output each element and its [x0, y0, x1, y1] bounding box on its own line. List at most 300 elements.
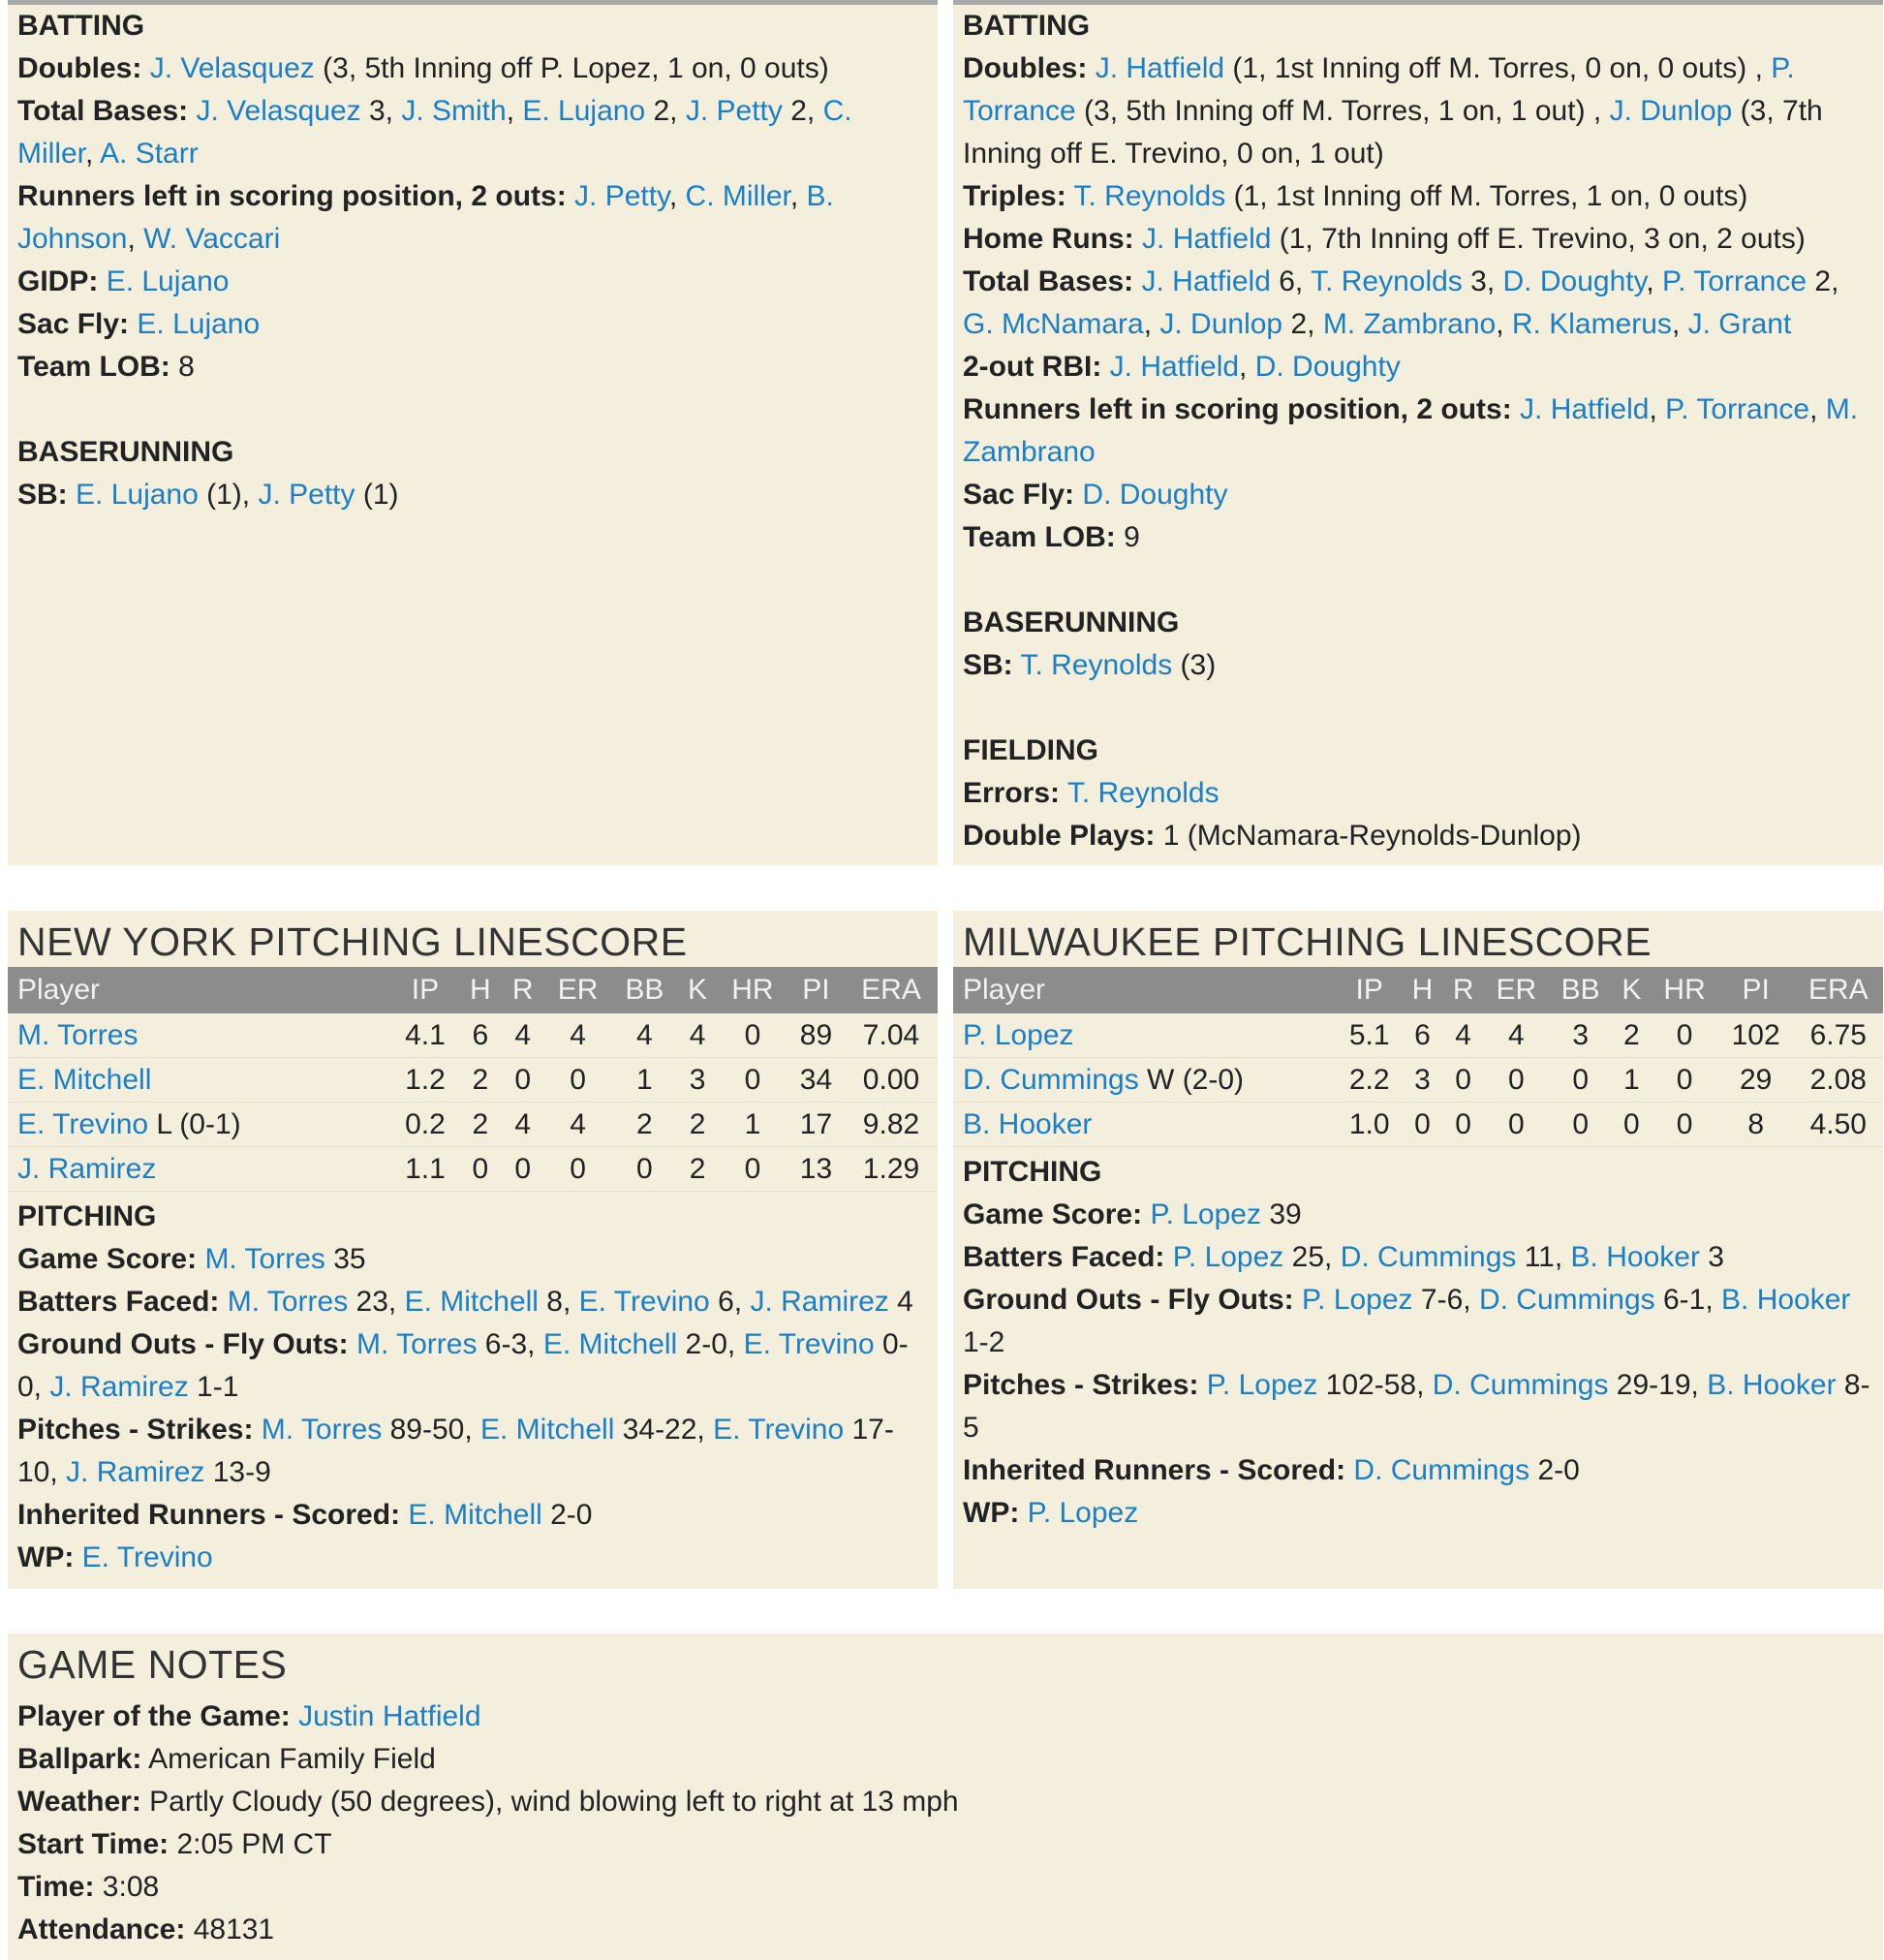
player-link[interactable]: P. Torrance — [1662, 265, 1807, 297]
attendance-line — [17, 1909, 1873, 1951]
ny-inherited-label: Inherited Runners - Scored: — [17, 1499, 401, 1531]
table-header-row — [953, 967, 1883, 1013]
player-link[interactable]: B. Hooker — [1570, 1241, 1700, 1273]
player-link[interactable]: P. Lopez — [1302, 1284, 1413, 1316]
player-link[interactable]: E. Mitchell — [542, 1328, 678, 1360]
stat-text: 6, — [709, 1286, 751, 1318]
mil-errors-line — [963, 772, 1873, 815]
mil-errors-label: Errors: — [963, 777, 1061, 809]
stat-cell-bb: 0 — [1549, 1103, 1612, 1147]
column-header: R — [502, 967, 544, 1013]
stat-text: 89-50, — [382, 1414, 480, 1446]
stat-text: , — [1143, 308, 1160, 340]
player-cell — [8, 1058, 391, 1103]
player-link[interactable]: J. Hatfield — [1109, 351, 1240, 383]
stat-cell-k: 4 — [677, 1013, 718, 1058]
stat-text: 8-5 — [963, 1369, 1870, 1444]
player-link[interactable]: J. Velasquez — [196, 95, 361, 127]
player-link[interactable]: E. Mitchell — [404, 1286, 539, 1318]
player-link[interactable]: C. Miller — [17, 95, 852, 170]
stat-text: 2-0 — [541, 1499, 593, 1531]
player-link[interactable]: E. Lujano — [106, 265, 230, 297]
player-link[interactable]: E. Mitchell — [479, 1414, 615, 1446]
player-of-game-link[interactable]: Justin Hatfield — [298, 1700, 481, 1732]
stat-cell-pi: 17 — [788, 1103, 845, 1147]
player-link[interactable]: J. Ramirez — [750, 1286, 889, 1318]
player-link[interactable]: E. Lujano — [137, 308, 261, 340]
mil-lob-value: 9 — [1115, 521, 1140, 553]
column-header: ERA — [845, 967, 938, 1013]
stat-text: 23, — [348, 1286, 405, 1318]
stat-text: (1) — [355, 479, 399, 511]
player-link[interactable]: E. Trevino — [743, 1328, 875, 1360]
stat-cell-h: 3 — [1402, 1058, 1442, 1103]
stat-cell-h: 2 — [459, 1058, 502, 1103]
player-cell — [8, 1147, 391, 1192]
mil-2out-rbi-label: 2-out RBI: — [963, 351, 1102, 383]
stat-cell-k: 0 — [1612, 1103, 1651, 1147]
stat-text: 11, — [1516, 1241, 1571, 1273]
player-link[interactable]: P. Lopez — [1206, 1369, 1318, 1401]
stat-text: , — [85, 138, 101, 170]
stat-text: 3 — [1699, 1241, 1724, 1273]
player-link[interactable]: E. Mitchell — [17, 1063, 152, 1096]
player-link[interactable]: W. Vaccari — [143, 223, 281, 255]
stat-cell-ip: 5.1 — [1337, 1013, 1402, 1058]
stat-text: 2-0, — [677, 1328, 744, 1360]
player-link[interactable]: D. Cummings — [1353, 1454, 1530, 1486]
column-header: PI — [1718, 967, 1794, 1013]
ny-wp-line — [17, 1537, 928, 1579]
stat-cell-pi: 102 — [1718, 1013, 1794, 1058]
stat-text: 4 — [888, 1286, 913, 1318]
ny-sb-label: SB: — [17, 479, 68, 511]
mil-2out-rbi-line — [963, 346, 1873, 389]
player-link[interactable]: P. Torrance — [1665, 393, 1810, 425]
stat-cell-pi: 89 — [788, 1013, 845, 1058]
mil-sacfly-line — [963, 474, 1873, 516]
stat-text: (3) — [1172, 649, 1217, 681]
player-link[interactable]: J. Hatfield — [1141, 265, 1271, 297]
stat-text: , — [127, 223, 144, 255]
stat-cell-bb: 4 — [611, 1013, 677, 1058]
player-link[interactable]: D. Doughty — [1502, 265, 1647, 297]
stat-text: 2, — [1282, 308, 1323, 340]
stat-text: (1), — [198, 479, 259, 511]
stat-cell-er: 0 — [1484, 1103, 1549, 1147]
player-cell — [953, 1058, 1337, 1103]
stat-cell-er: 4 — [544, 1103, 612, 1147]
player-link[interactable]: E. Trevino — [17, 1107, 149, 1140]
stat-text: 7-6, — [1412, 1284, 1479, 1316]
stat-cell-h: 0 — [459, 1147, 502, 1192]
stat-cell-pi: 8 — [1718, 1103, 1794, 1147]
stat-text: 39 — [1261, 1198, 1302, 1230]
player-link[interactable]: M. Torres — [227, 1286, 349, 1318]
stat-cell-ip: 1.2 — [391, 1058, 459, 1103]
stat-cell-era: 9.82 — [845, 1103, 938, 1147]
ny-lob-label: Team LOB: — [17, 351, 170, 383]
stat-text: 1-2 — [963, 1326, 1005, 1358]
mil-batters-faced-line — [963, 1236, 1873, 1279]
ballpark-value: American Family Field — [141, 1743, 436, 1775]
player-link[interactable]: M. Torres — [204, 1243, 325, 1275]
ny-sb-line — [17, 474, 928, 516]
stat-text: (1, 1st Inning off M. Torres, 1 on, 0 outs) — [1225, 180, 1748, 212]
player-link[interactable]: J. Ramirez — [66, 1456, 205, 1488]
stat-cell-h: 6 — [1402, 1013, 1442, 1058]
stat-cell-ip: 2.2 — [1337, 1058, 1402, 1103]
player-link[interactable]: M. Torres — [356, 1328, 478, 1360]
stat-text: 3, — [1462, 265, 1503, 297]
stat-cell-h: 2 — [459, 1103, 502, 1147]
ny-risp-line — [17, 175, 928, 261]
stat-cell-r: 4 — [502, 1103, 544, 1147]
stat-cell-era: 1.29 — [845, 1147, 938, 1192]
table-row — [953, 1013, 1883, 1058]
player-link[interactable]: J. Grant — [1687, 308, 1792, 340]
stat-cell-era: 7.04 — [845, 1013, 938, 1058]
mil-total-bases-line — [963, 261, 1873, 346]
player-link[interactable]: P. Lopez — [1172, 1241, 1284, 1273]
potg-line — [17, 1696, 1873, 1738]
stat-cell-hr: 0 — [718, 1147, 788, 1192]
mil-risp-line — [963, 389, 1873, 474]
stat-cell-era: 4.50 — [1794, 1103, 1883, 1147]
ny-gofo-line — [17, 1323, 928, 1409]
stat-text: 35 — [324, 1243, 366, 1275]
player-link[interactable]: E. Trevino — [81, 1541, 213, 1573]
mil-doubles-label: Doubles: — [963, 52, 1088, 84]
ny-batting-header: BATTING — [17, 10, 145, 42]
column-header: ER — [544, 967, 612, 1013]
stat-cell-h: 6 — [459, 1013, 502, 1058]
stat-text: , — [668, 180, 686, 212]
stat-cell-h: 0 — [1402, 1103, 1442, 1147]
column-header: BB — [611, 967, 677, 1013]
ny-game-score-label: Game Score: — [17, 1243, 198, 1275]
ballpark-line — [17, 1738, 1873, 1781]
player-link[interactable]: J. Hatfield — [1095, 52, 1225, 84]
mil-sacfly-label: Sac Fly: — [963, 479, 1075, 511]
player-link[interactable]: D. Cummings — [963, 1063, 1139, 1096]
player-link[interactable]: C. Miller — [685, 180, 790, 212]
player-link[interactable]: A. Starr — [100, 138, 199, 170]
mil-pitching-title: MILWAUKEE PITCHING LINESCORE — [963, 919, 1652, 964]
stat-cell-er: 0 — [544, 1147, 612, 1192]
column-header: IP — [1337, 967, 1402, 1013]
player-link[interactable]: D. Cummings — [1340, 1241, 1517, 1273]
ny-sacfly-line — [17, 303, 928, 346]
player-link[interactable]: T. Reynolds — [1311, 265, 1463, 297]
player-link[interactable]: J. Hatfield — [1142, 223, 1272, 255]
column-header: IP — [391, 967, 459, 1013]
stat-cell-hr: 0 — [1651, 1103, 1717, 1147]
stat-cell-hr: 0 — [1651, 1013, 1717, 1058]
player-link[interactable]: B. Johnson — [17, 180, 834, 255]
table-row — [8, 1013, 938, 1058]
start-time-value: 2:05 PM CT — [169, 1828, 332, 1860]
stat-cell-k: 3 — [677, 1058, 718, 1103]
mil-pitching-panel — [953, 911, 1883, 1589]
player-link[interactable]: B. Hooker — [1721, 1284, 1851, 1316]
mil-sb-line — [963, 644, 1873, 687]
mil-triples-line — [963, 175, 1873, 218]
column-header: PI — [788, 967, 845, 1013]
column-header: H — [459, 967, 502, 1013]
stat-text: (1, 7th Inning off E. Trevino, 3 on, 2 outs) — [1271, 223, 1806, 255]
column-header: Player — [8, 967, 391, 1013]
ny-pitching-header: PITCHING — [17, 1200, 157, 1232]
stat-cell-k: 1 — [1612, 1058, 1651, 1103]
ny-gidp-label: GIDP: — [17, 265, 99, 297]
ny-batting-panel — [8, 0, 938, 865]
stat-text: 1-1 — [188, 1371, 239, 1403]
mil-inherited-line — [963, 1449, 1873, 1492]
player-link[interactable]: M. Zambrano — [1322, 308, 1497, 340]
player-link[interactable]: P. Torrance — [963, 52, 1795, 127]
column-header: HR — [1651, 967, 1717, 1013]
stat-cell-r: 4 — [1443, 1013, 1484, 1058]
player-link[interactable]: T. Reynolds — [1073, 180, 1226, 212]
stat-cell-hr: 0 — [718, 1013, 788, 1058]
table-row — [8, 1147, 938, 1192]
player-link[interactable]: T. Reynolds — [1066, 777, 1220, 809]
ny-inherited-line — [17, 1494, 928, 1537]
ny-game-score-line — [17, 1238, 928, 1281]
mil-batting-header: BATTING — [963, 10, 1091, 42]
column-header: Player — [953, 967, 1337, 1013]
mil-dp-line — [963, 815, 1873, 857]
player-link[interactable]: P. Lopez — [963, 1018, 1074, 1051]
attendance-label: Attendance: — [17, 1913, 186, 1945]
ny-wp-label: WP: — [17, 1541, 75, 1573]
stat-text: , — [789, 180, 807, 212]
player-link[interactable]: D. Doughty — [1254, 351, 1401, 383]
ny-gofo-label: Ground Outs - Fly Outs: — [17, 1328, 349, 1360]
ny-lob-line — [17, 346, 928, 389]
stat-cell-er: 4 — [1484, 1013, 1549, 1058]
player-link[interactable]: R. Klamerus — [1511, 308, 1672, 340]
stat-text: 34-22, — [614, 1414, 714, 1446]
stat-cell-ip: 1.0 — [1337, 1103, 1402, 1147]
stat-text: 3, — [360, 95, 402, 127]
player-link[interactable]: B. Hooker — [1707, 1369, 1837, 1401]
game-time-line — [17, 1866, 1873, 1909]
stat-cell-era: 0.00 — [845, 1058, 938, 1103]
ny-doubles-line — [17, 47, 928, 90]
mil-dp-value: 1 (McNamara-Reynolds-Dunlop) — [1155, 820, 1582, 852]
ny-pitching-title: NEW YORK PITCHING LINESCORE — [17, 919, 688, 964]
mil-wp-line — [963, 1492, 1873, 1535]
mil-baserunning-header: BASERUNNING — [963, 607, 1180, 638]
game-time-value: 3:08 — [94, 1871, 160, 1903]
mil-game-score-label: Game Score: — [963, 1198, 1143, 1230]
player-link[interactable]: M. Torres — [17, 1018, 139, 1051]
ny-total-bases-line — [17, 90, 928, 175]
ny-sacfly-label: Sac Fly: — [17, 308, 130, 340]
attendance-value: 48131 — [185, 1913, 275, 1945]
stat-text: , — [1671, 308, 1688, 340]
column-header: ERA — [1794, 967, 1883, 1013]
stat-cell-r: 4 — [502, 1013, 544, 1058]
player-link[interactable]: E. Mitchell — [408, 1499, 542, 1531]
mil-hr-label: Home Runs: — [963, 223, 1134, 255]
player-link[interactable]: J. Petty — [685, 95, 783, 127]
mil-fielding-header: FIELDING — [963, 734, 1098, 766]
ny-pitches-strikes-label: Pitches - Strikes: — [17, 1414, 254, 1446]
player-link[interactable]: P. Lopez — [1150, 1198, 1261, 1230]
player-link[interactable]: B. Hooker — [963, 1107, 1093, 1140]
column-header: R — [1443, 967, 1484, 1013]
stat-text: (3, 5th Inning off P. Lopez, 1 on, 0 outs) — [314, 52, 829, 84]
player-cell — [8, 1013, 391, 1058]
column-header: K — [1612, 967, 1651, 1013]
player-link[interactable]: E. Lujano — [76, 479, 199, 511]
stat-text: , — [1496, 308, 1512, 340]
mil-gofo-label: Ground Outs - Fly Outs: — [963, 1284, 1294, 1316]
stat-cell-pi: 29 — [1718, 1058, 1794, 1103]
player-link[interactable]: J. Ramirez — [49, 1371, 189, 1403]
column-header: H — [1402, 967, 1442, 1013]
player-link[interactable]: M. Zambrano — [963, 393, 1859, 468]
stat-cell-hr: 1 — [718, 1103, 788, 1147]
player-link[interactable]: D. Cummings — [1478, 1284, 1655, 1316]
ny-baserunning-header: BASERUNNING — [17, 436, 234, 468]
stat-cell-r: 0 — [1443, 1103, 1484, 1147]
stat-cell-bb: 2 — [611, 1103, 677, 1147]
stat-cell-k: 2 — [677, 1147, 718, 1192]
player-link[interactable]: J. Dunlop — [1159, 308, 1283, 340]
decision-note: W (2-0) — [1138, 1063, 1245, 1096]
stat-cell-ip: 0.2 — [391, 1103, 459, 1147]
mil-pitches-strikes-label: Pitches - Strikes: — [963, 1369, 1199, 1401]
player-link[interactable]: J. Smith — [401, 95, 507, 127]
weather-value: Partly Cloudy (50 degrees), wind blowing left to right at 13 mph — [140, 1786, 959, 1818]
stat-cell-pi: 34 — [788, 1058, 845, 1103]
player-link[interactable]: D. Doughty — [1082, 479, 1228, 511]
stat-cell-bb: 0 — [611, 1147, 677, 1192]
player-link[interactable]: E. Trevino — [713, 1414, 845, 1446]
stat-cell-hr: 0 — [718, 1058, 788, 1103]
player-link[interactable]: J. Petty — [258, 479, 355, 511]
ny-doubles-label: Doubles: — [17, 52, 142, 84]
stat-text: 2, — [645, 95, 686, 127]
mil-sb-label: SB: — [963, 649, 1013, 681]
stat-text: , — [1646, 265, 1663, 297]
stat-cell-bb: 1 — [611, 1058, 677, 1103]
stat-text: (1, 1st Inning off M. Torres, 0 on, 0 outs) , — [1224, 52, 1772, 84]
stat-text: , — [1239, 351, 1255, 383]
mil-pitching-header: PITCHING — [963, 1156, 1102, 1188]
stat-cell-ip: 1.1 — [391, 1147, 459, 1192]
mil-gofo-line — [963, 1279, 1873, 1364]
player-link[interactable]: M. Torres — [261, 1414, 383, 1446]
mil-batting-panel — [953, 0, 1883, 865]
mil-doubles-line — [963, 47, 1873, 175]
player-link[interactable]: J. Petty — [574, 180, 669, 212]
mil-inherited-label: Inherited Runners - Scored: — [963, 1454, 1346, 1486]
ny-batters-faced-line — [17, 1281, 928, 1323]
stat-cell-pi: 13 — [788, 1147, 845, 1192]
column-header: BB — [1549, 967, 1612, 1013]
player-link[interactable]: D. Cummings — [1432, 1369, 1609, 1401]
stat-text: 6-1, — [1654, 1284, 1722, 1316]
mil-pitching-table — [953, 967, 1883, 1147]
stat-text: 102-58, — [1317, 1369, 1433, 1401]
player-link[interactable]: E. Lujano — [522, 95, 646, 127]
table-row — [953, 1103, 1883, 1147]
stat-text: , — [506, 95, 523, 127]
decision-note: L (0-1) — [148, 1107, 241, 1140]
stat-cell-er: 0 — [1484, 1058, 1549, 1103]
mil-game-score-line — [963, 1194, 1873, 1236]
player-cell — [8, 1103, 391, 1147]
potg-label: Player of the Game: — [17, 1700, 291, 1732]
ny-risp-label: Runners left in scoring position, 2 outs: — [17, 180, 567, 212]
player-link[interactable]: J. Hatfield — [1520, 393, 1650, 425]
stat-text: 6-3, — [477, 1328, 543, 1360]
start-time-label: Start Time: — [17, 1828, 170, 1860]
mil-lob-label: Team LOB: — [963, 521, 1116, 553]
player-link[interactable]: J. Ramirez — [17, 1152, 157, 1185]
player-link[interactable]: J. Velasquez — [149, 52, 315, 84]
mil-triples-label: Triples: — [963, 180, 1066, 212]
ny-pitching-panel — [8, 911, 938, 1589]
player-link[interactable]: T. Reynolds — [1020, 649, 1173, 681]
mil-wp-label: WP: — [963, 1497, 1020, 1529]
player-link[interactable]: G. McNamara — [963, 308, 1144, 340]
stat-text: 2, — [782, 95, 823, 127]
player-link[interactable]: J. Dunlop — [1609, 95, 1733, 127]
column-header: ER — [1484, 967, 1549, 1013]
stat-text: , — [1809, 393, 1826, 425]
player-cell — [953, 1013, 1337, 1058]
player-link[interactable]: P. Lopez — [1027, 1497, 1139, 1529]
stat-cell-era: 2.08 — [1794, 1058, 1883, 1103]
stat-text: 8, — [538, 1286, 579, 1318]
stat-text: (3, 5th Inning off M. Torres, 1 on, 1 out) , — [1075, 95, 1610, 127]
stat-cell-er: 4 — [544, 1013, 612, 1058]
mil-risp-label: Runners left in scoring position, 2 outs: — [963, 393, 1512, 425]
stat-cell-r: 0 — [1443, 1058, 1484, 1103]
column-header: K — [677, 967, 718, 1013]
stat-text: 17-10, — [17, 1414, 894, 1488]
stat-cell-r: 0 — [502, 1058, 544, 1103]
ny-batters-faced-label: Batters Faced: — [17, 1286, 220, 1318]
ny-pitching-table — [8, 967, 938, 1192]
stat-text: 25, — [1283, 1241, 1341, 1273]
stat-cell-er: 0 — [544, 1058, 612, 1103]
weather-line — [17, 1781, 1873, 1823]
stat-cell-ip: 4.1 — [391, 1013, 459, 1058]
mil-dp-label: Double Plays: — [963, 820, 1156, 852]
stat-text: 29-19, — [1608, 1369, 1708, 1401]
stat-cell-bb: 3 — [1549, 1013, 1612, 1058]
player-link[interactable]: E. Trevino — [578, 1286, 710, 1318]
weather-label: Weather: — [17, 1786, 141, 1818]
start-time-line — [17, 1823, 1873, 1866]
column-header: HR — [718, 967, 788, 1013]
mil-pitches-strikes-line — [963, 1364, 1873, 1449]
stat-text: , — [1649, 393, 1666, 425]
stat-cell-r: 0 — [502, 1147, 544, 1192]
stat-text: 6, — [1270, 265, 1312, 297]
ny-total-bases-label: Total Bases: — [17, 95, 189, 127]
mil-batters-faced-label: Batters Faced: — [963, 1241, 1165, 1273]
table-header-row — [8, 967, 938, 1013]
stat-text: 13-9 — [204, 1456, 271, 1488]
